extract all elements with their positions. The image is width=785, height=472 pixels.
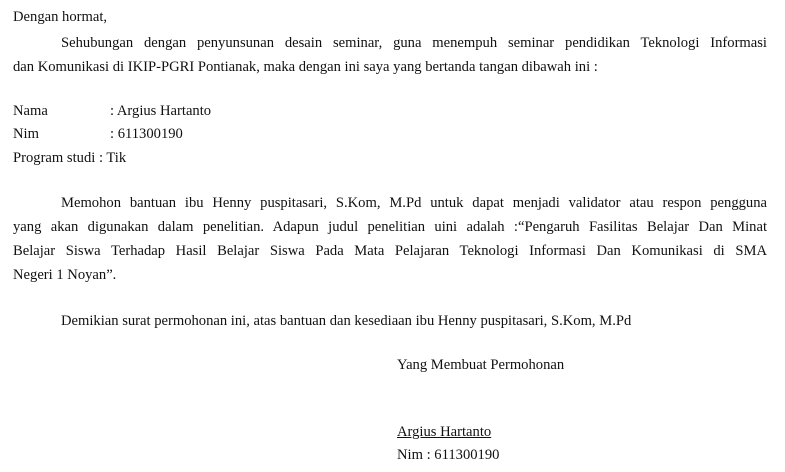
closing-line: Demikian surat permohonan ini, atas bantuan dan kesediaan ibu Henny puspitasari, S.Kom, M.Pd: [61, 313, 632, 329]
intro-line-2: dan Komunikasi di IKIP-PGRI Pontianak, maka dengan ini saya yang bertanda tangan dibawah ini :: [13, 59, 598, 75]
intro-line-1: Sehubungan dengan penyunsunan desain seminar, guna menempuh seminar pendidikan Teknologi Informasi: [61, 35, 767, 51]
name-label: Nama: [13, 103, 48, 119]
name-value: : Argius Hartanto: [110, 103, 212, 119]
signature-name: Argius Hartanto: [397, 424, 492, 440]
nim-label: Nim: [13, 126, 39, 142]
program-row: Program studi : Tik: [13, 150, 127, 166]
request-line-1: Memohon bantuan ibu Henny puspitasari, S.Kom, M.Pd untuk dapat menjadi validator atau respon pengguna: [61, 195, 767, 211]
signature-nim: Nim : 611300190: [397, 447, 500, 463]
signature-title: Yang Membuat Permohonan: [397, 357, 565, 373]
greeting: Dengan hormat,: [13, 9, 108, 25]
nim-row: [13, 124, 183, 144]
request-line-3: Belajar Siswa Terhadap Hasil Belajar Siswa Pada Mata Pelajaran Teknologi Informasi Dan Komunikasi di SMA: [13, 243, 767, 259]
name-row: [13, 101, 211, 121]
request-line-2: yang akan digunakan dalam penelitian. Adapun judul penelitian uini adalah :“Pengaruh Fasilitas Belajar Dan Minat: [13, 219, 767, 235]
nim-value: : 611300190: [110, 126, 183, 142]
request-line-4: Negeri 1 Noyan”.: [13, 267, 117, 283]
